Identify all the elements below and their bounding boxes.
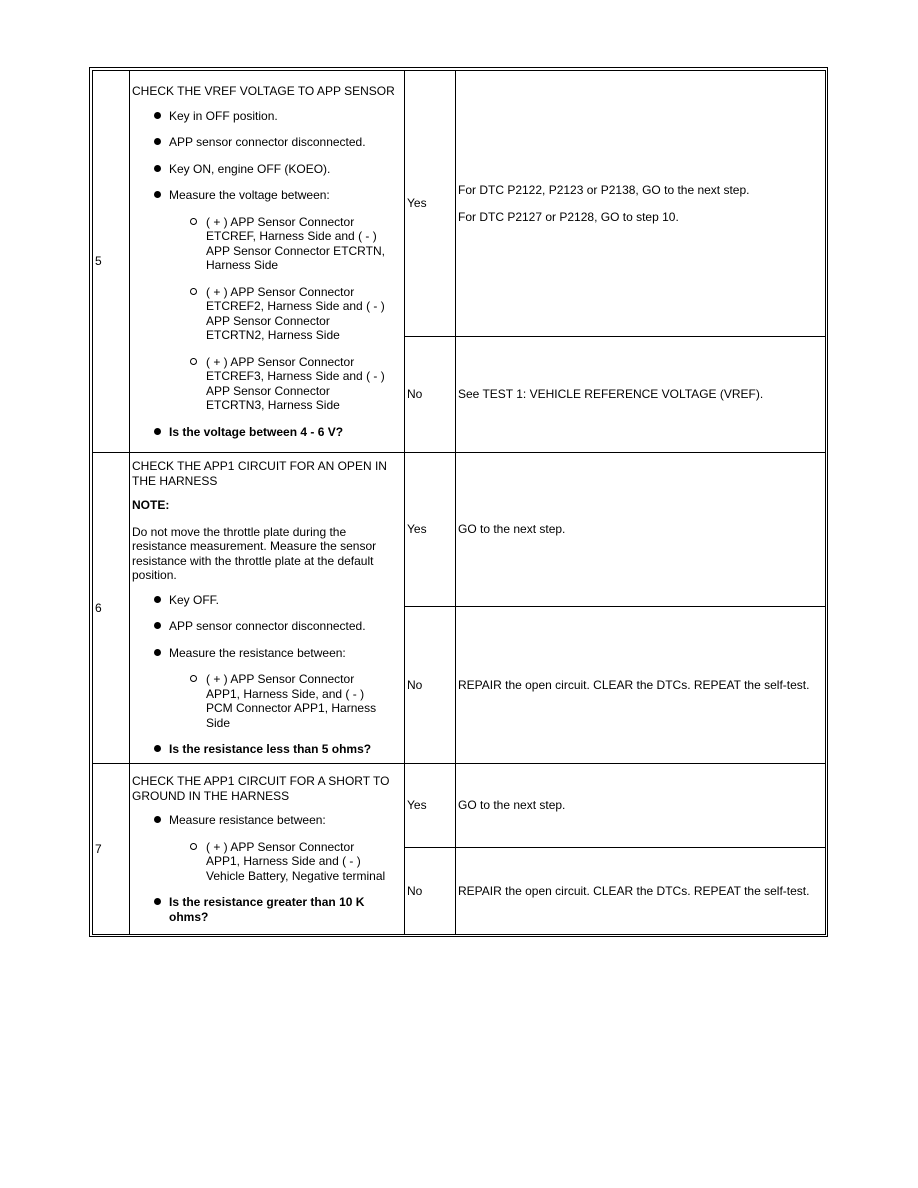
instruction-text: Measure the voltage between: [169,188,330,202]
instruction-item: Key in OFF position. [132,109,402,124]
step-question: Is the resistance greater than 10 K ohms? [132,895,402,924]
step-title: CHECK THE APP1 CIRCUIT FOR A SHORT TO GROUND IN THE HARNESS [132,774,390,803]
measurement-points [169,672,402,730]
step-number: 5 [93,71,130,453]
step-number: 7 [93,764,130,935]
measurement-point: ( + ) APP Sensor Connector ETCREF2, Harness Side and ( - ) APP Sensor Connector ETCRTN2, Harness Side [169,285,386,343]
step-title: CHECK THE APP1 CIRCUIT FOR AN OPEN IN THE HARNESS [132,459,387,488]
instruction-text: Measure resistance between: [169,813,326,827]
note-label: NOTE: [132,498,170,513]
step-number: 6 [93,453,130,764]
step-title: CHECK THE VREF VOLTAGE TO APP SENSOR [132,84,395,98]
step-action [130,71,405,453]
step-6-yes-row [93,453,826,607]
answer-yes: Yes [405,764,456,848]
step-instructions [132,813,402,924]
instruction-item: Key OFF. [132,593,402,608]
answer-no: No [405,848,456,935]
yes-result: GO to the next step. [456,453,826,607]
yes-result: GO to the next step. [456,764,826,848]
step-instructions [132,109,402,440]
measurement-point: ( + ) APP Sensor Connector ETCREF, Harness Side and ( - ) APP Sensor Connector ETCRTN, Harness Side [169,215,386,273]
answer-yes: Yes [405,71,456,337]
instruction-item [132,813,402,883]
instruction-item [132,188,402,413]
measurement-point: ( + ) APP Sensor Connector APP1, Harness Side and ( - ) Vehicle Battery, Negative terminal [169,840,386,884]
no-result: REPAIR the open circuit. CLEAR the DTCs. REPEAT the self-test. [456,848,826,935]
instruction-item: Key ON, engine OFF (KOEO). [132,162,402,177]
step-action [130,453,405,764]
step-question: Is the voltage between 4 - 6 V? [132,425,402,440]
no-result: See TEST 1: VEHICLE REFERENCE VOLTAGE (VREF). [456,337,826,453]
instruction-item: APP sensor connector disconnected. [132,619,402,634]
diagnostic-steps-table [92,70,826,935]
answer-no: No [405,337,456,453]
step-instructions [132,593,402,757]
step-action [130,764,405,935]
step-question: Is the resistance less than 5 ohms? [132,742,402,757]
note-text: Do not move the throttle plate during the resistance measurement. Measure the sensor resistance with the throttle plate at the default position. [132,524,377,583]
answer-yes: Yes [405,453,456,607]
step-5-yes-row [93,71,826,337]
result-text: For DTC P2122, P2123 or P2138, GO to the next step. [458,183,750,197]
answer-no: No [405,607,456,764]
measurement-points [169,215,402,413]
instruction-item [132,646,402,731]
yes-result [456,71,826,337]
measurement-points [169,840,402,884]
no-result: REPAIR the open circuit. CLEAR the DTCs. REPEAT the self-test. [456,607,826,764]
measurement-point: ( + ) APP Sensor Connector APP1, Harness Side, and ( - ) PCM Connector APP1, Harness Side [169,672,386,730]
measurement-point: ( + ) APP Sensor Connector ETCREF3, Harness Side and ( - ) APP Sensor Connector ETCRTN3, Harness Side [169,355,386,413]
instruction-item: APP sensor connector disconnected. [132,135,402,150]
result-text: For DTC P2127 or P2128, GO to step 10. [458,209,679,224]
instruction-text: Measure the resistance between: [169,645,346,660]
step-7-yes-row [93,764,826,848]
